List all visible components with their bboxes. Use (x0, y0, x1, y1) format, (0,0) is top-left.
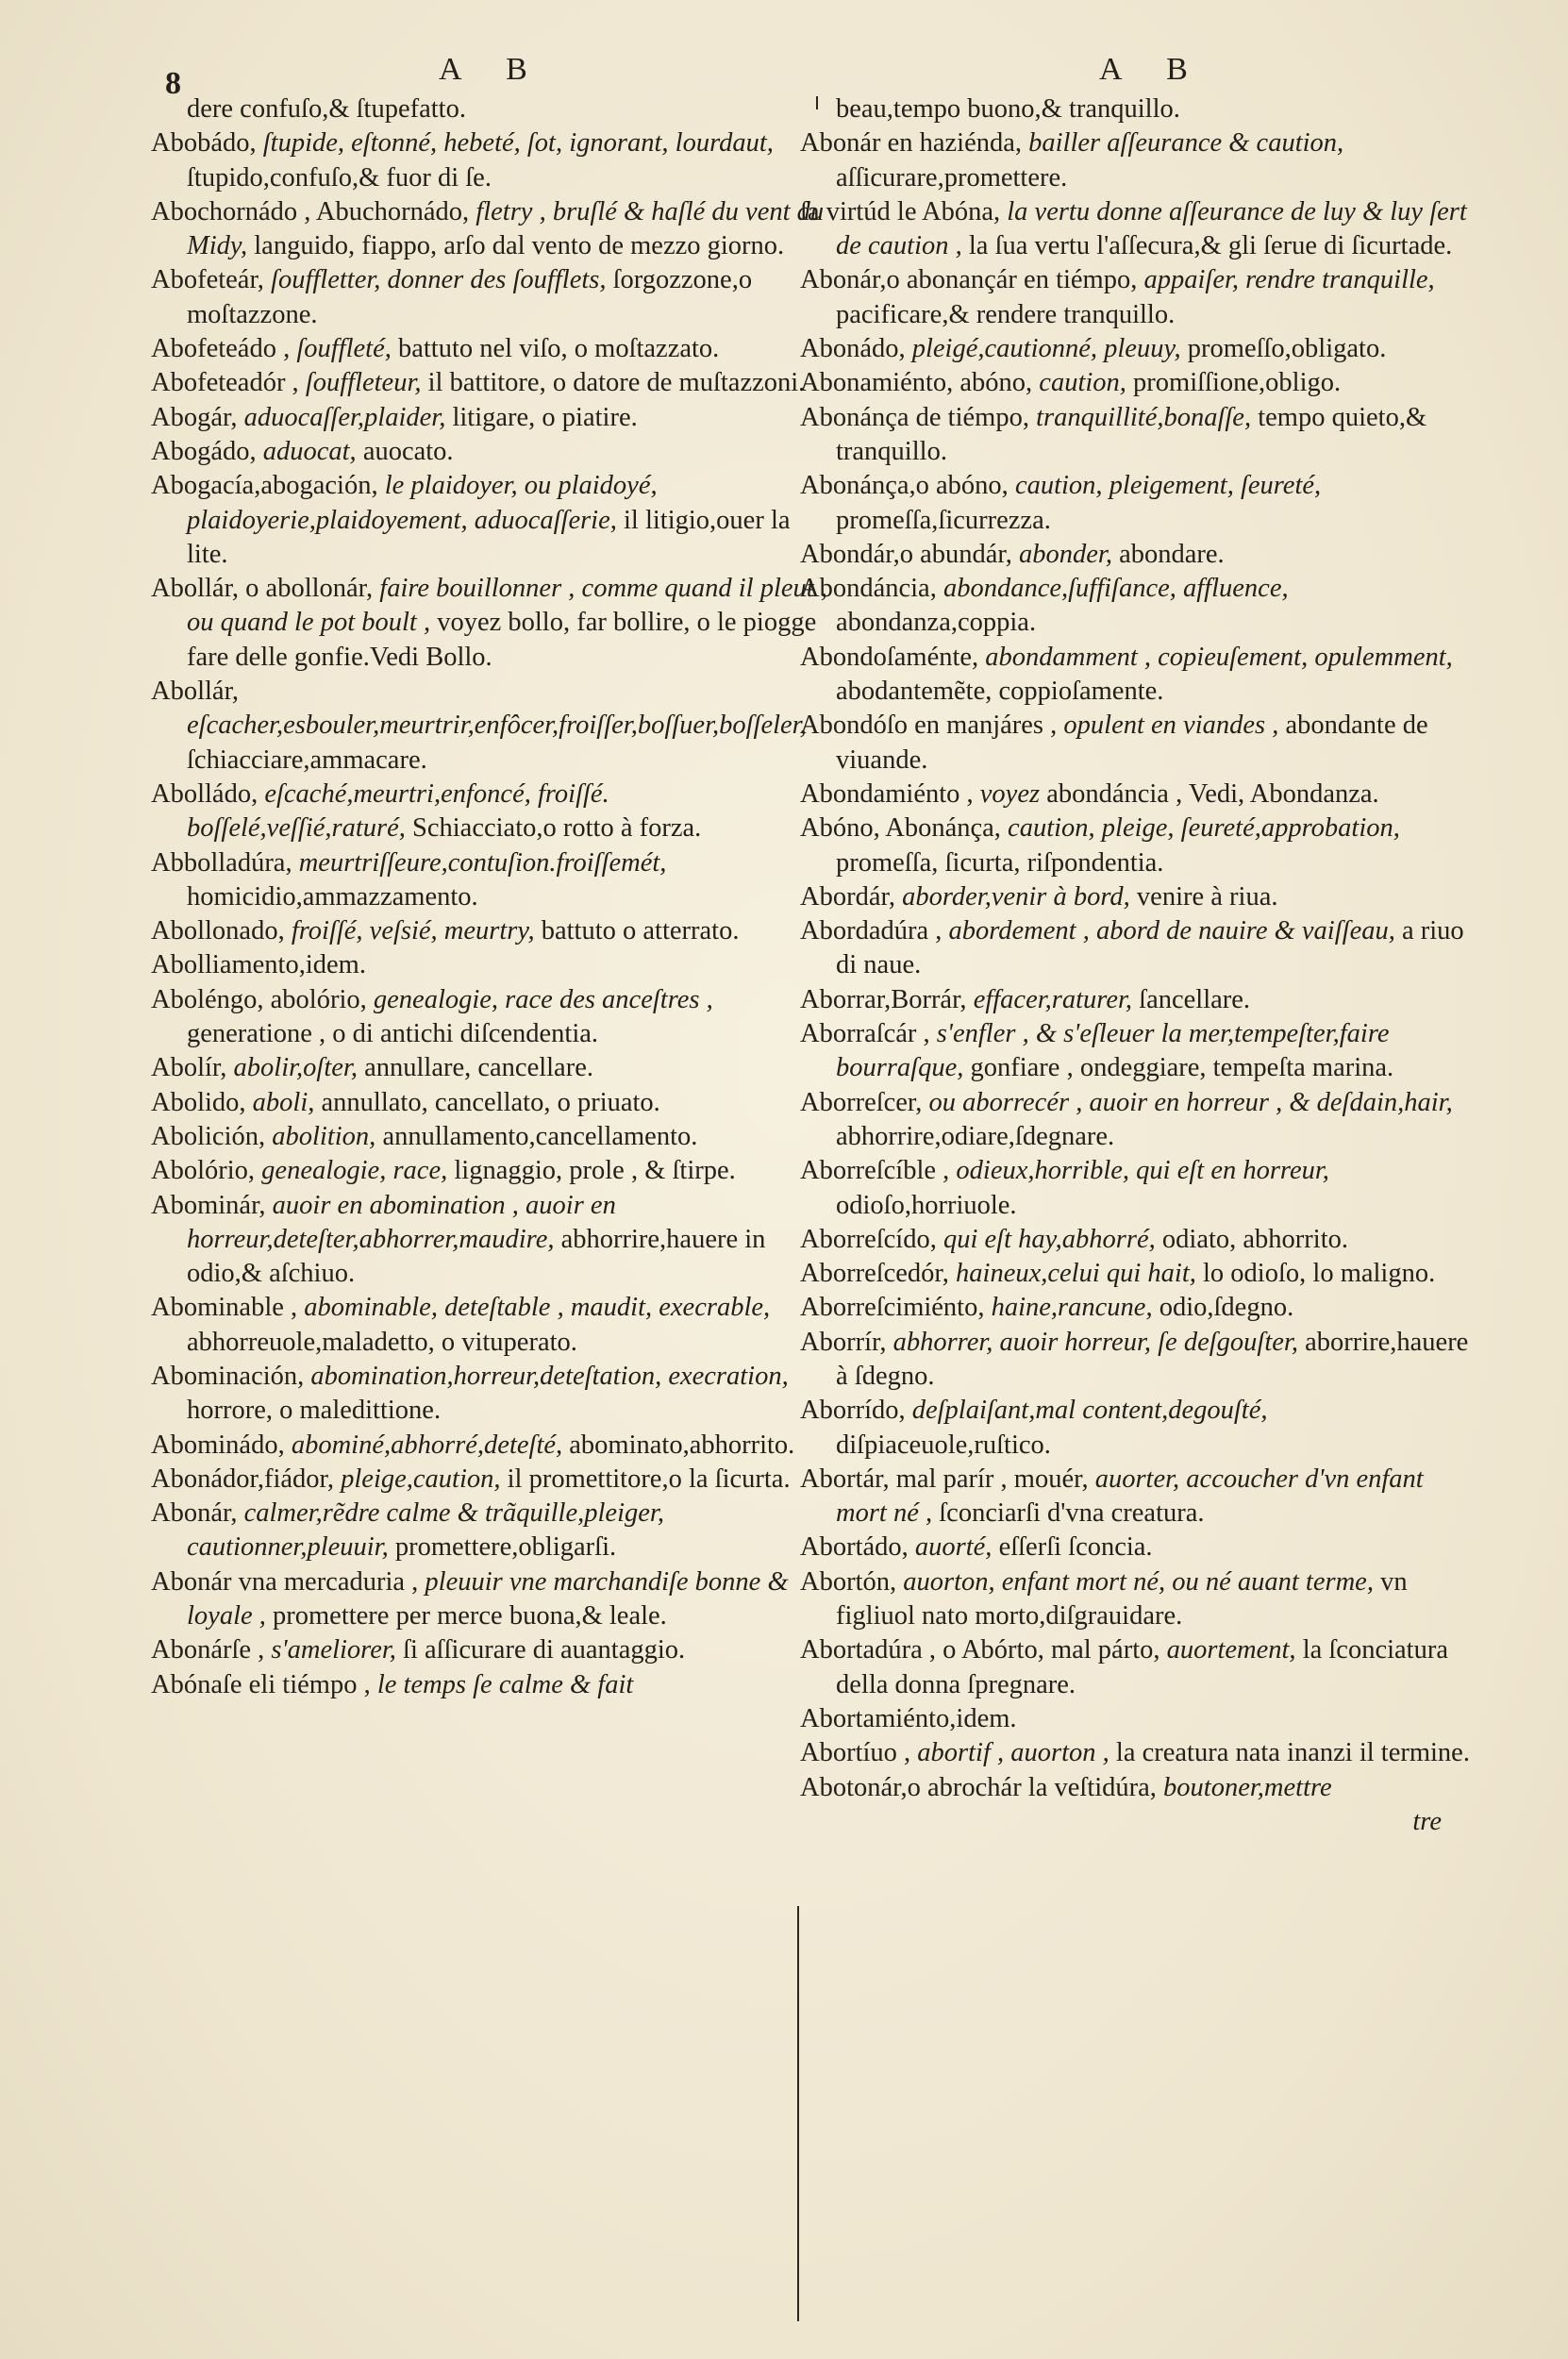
french-gloss: appaiſer, rendre tranquille, (1143, 265, 1435, 295)
dictionary-entry (800, 709, 1479, 778)
dictionary-entry (151, 675, 830, 778)
italian-gloss: il battitore, o datore de muſtazzoni. (427, 368, 806, 398)
french-gloss: aborder,venir à bord, (902, 881, 1130, 912)
italian-gloss: lignaggio, prole , & ſtirpe. (454, 1156, 736, 1186)
dictionary-entry (800, 366, 1479, 400)
french-gloss: pleuuir vne marchandiſe bonne & loyale , (187, 1566, 789, 1631)
french-gloss: caution, (1039, 368, 1126, 398)
headword: Abollár, (151, 677, 240, 707)
headword: Abonár en haziénda, (800, 128, 1023, 159)
french-gloss: s'enfler , & s'eſleuer la mer,tempeſter,faire bourraſque, (836, 1019, 1390, 1083)
italian-gloss: litigare, o piatire. (452, 402, 638, 432)
french-gloss: haine,rancune, (991, 1293, 1153, 1323)
french-gloss: eſcaché,meurtri,enfoncé, froiſſé. boſſelé,veſſié,raturé, (187, 778, 609, 844)
headword: Abonádo, (800, 334, 906, 364)
dictionary-entry (800, 1633, 1479, 1702)
french-gloss: auorter, accoucher d'vn enfant mort né , (836, 1464, 1424, 1529)
french-gloss: abortif , auorton , (917, 1738, 1109, 1768)
headword: Aborreſcíble , (800, 1156, 950, 1186)
french-gloss: fletry , bruſlé & haſlé du vent du Midy, (187, 196, 825, 261)
french-gloss: bailler aſſeurance & caution, (1028, 128, 1344, 159)
headword: Aborrído, (800, 1396, 906, 1426)
folio-number: 8 (165, 66, 181, 101)
headword: Abolición, (151, 1121, 266, 1151)
italian-gloss: pacificare,& rendere tranquillo. (836, 299, 1176, 329)
french-gloss: aduocaſſer,plaider, (243, 402, 446, 432)
dictionary-entry (151, 366, 830, 400)
french-gloss: faire bouillonner , comme quand il pleut , ou quand le pot boult , (187, 574, 827, 638)
headword: Abondóſo en manjáres , (800, 711, 1058, 741)
italian-gloss: tempo quieto,& tranquillo. (836, 402, 1427, 466)
headword: Abondáncia, (800, 574, 937, 604)
dictionary-entry (151, 948, 830, 982)
headword: Abogár, (151, 402, 238, 432)
dictionary-entry (800, 641, 1479, 710)
french-gloss: ſtupide, eſtonné, hebeté, ſot, ignorant, lourdaut, (262, 128, 774, 159)
dictionary-entry (151, 195, 830, 264)
french-gloss: eſcacher,esbouler,meurtrir,enfôcer,froiſſer,boſſuer,boſſeler, (187, 711, 807, 741)
italian-gloss: homicidio,ammazzamento. (187, 881, 478, 912)
french-gloss: pleigé,cautionné, pleuuy, (911, 334, 1181, 364)
headword: Abofeteádo , (151, 334, 291, 364)
headword: Abogádo, (151, 436, 257, 466)
italian-gloss: promeſſa, ſicurta, riſpondentia. (836, 847, 1164, 878)
dictionary-entry (151, 572, 830, 675)
italian-gloss: promettere,obligarſi. (394, 1532, 617, 1563)
entry-continuation: beau,tempo buono,& tranquillo. (836, 94, 1180, 124)
dictionary-entry (151, 778, 830, 846)
dictionary-entry (800, 195, 1479, 264)
french-gloss: aduocat, (262, 436, 357, 466)
headword: Aborreſcedór, (800, 1259, 949, 1289)
italian-gloss: horrore, o maledittione. (187, 1396, 442, 1426)
italian-gloss: gonfiare , ondeggiare, tempeſta marina. (970, 1053, 1394, 1083)
dictionary-entry (151, 332, 830, 366)
headword: Abóno, Abonánça, (800, 813, 1001, 844)
dictionary-entry (151, 1086, 830, 1120)
italian-gloss: annullamento,cancellamento. (382, 1121, 698, 1151)
headword: Abofeteadór , (151, 368, 299, 398)
headword: Abolliamento,idem. (151, 950, 366, 980)
headword: Abonárſe , (151, 1635, 265, 1665)
dictionary-entry (151, 1291, 830, 1360)
italian-gloss: auocato. (362, 436, 454, 466)
italian-gloss: generatione , o di antichi diſcendentia. (187, 1019, 599, 1049)
french-gloss: froiſſé, veſsié, meurtry, (291, 916, 535, 946)
headword: Abonár,o abonançár en tiémpo, (800, 265, 1138, 295)
headword: Abolido, (151, 1087, 246, 1117)
headword: Abortadúra , o Abórto, mal párto, (800, 1635, 1160, 1665)
italian-gloss: abondante de viuande. (836, 711, 1428, 775)
italian-gloss: abondare. (1119, 539, 1225, 569)
dictionary-entry (800, 572, 1479, 641)
dictionary-entry (800, 469, 1479, 538)
italian-gloss: promeſſa,ſicurrezza. (836, 505, 1051, 535)
column-divider (797, 1906, 799, 2321)
headword: Aborrar,Borrár, (800, 984, 967, 1014)
italian-gloss: il promettitore,o la ſicurta. (507, 1464, 791, 1494)
italian-gloss: ſancellare. (1139, 984, 1251, 1014)
dictionary-entry (151, 1463, 830, 1497)
french-gloss: la vertu donne aſſeurance de luy & luy ſert de caution , (836, 196, 1467, 261)
italian-gloss: ſi aſſicurare di auantaggio. (403, 1635, 686, 1665)
headword: Abondoſaménte, (800, 642, 979, 672)
italian-gloss: aſſicurare,promettere. (836, 162, 1068, 192)
italian-gloss: ſtupido,confuſo,& fuor di ſe. (187, 162, 492, 192)
dictionary-entry (800, 263, 1479, 332)
headword: Abonár, (151, 1498, 238, 1529)
french-gloss: caution, pleigement, ſeureté, (1014, 471, 1322, 501)
italian-gloss: promettere per merce buona,& leale. (273, 1601, 667, 1631)
dictionary-entry (800, 1702, 1479, 1736)
headword: Aborreſcído, (800, 1224, 937, 1254)
headword: Abondár,o abundár, (800, 539, 1012, 569)
dictionary-entry (151, 914, 830, 948)
dictionary-entry (151, 1429, 830, 1463)
italian-gloss: ſconciarſi d'vna creatura. (939, 1498, 1205, 1529)
headword: Abogacía,abogación, (151, 471, 378, 501)
headword: Abotonár,o abrochár la veſtidúra, (800, 1772, 1157, 1802)
headword: Abonamiénto, abóno, (800, 368, 1033, 398)
french-gloss: calmer,rẽdre calme & trãquille,pleiger, cautionner,pleuuir, (187, 1498, 664, 1563)
left-column (151, 92, 830, 1702)
french-gloss: auorton, enfant mort né, ou né auant terme, (903, 1566, 1374, 1597)
french-gloss: le temps ſe calme & fait (376, 1669, 634, 1699)
dictionary-entry (151, 1565, 830, 1634)
french-gloss: effacer,raturer, (973, 984, 1133, 1014)
dictionary-entry (151, 126, 830, 195)
italian-gloss: la ſconciatura della donna ſpregnare. (836, 1635, 1448, 1699)
french-gloss: meurtriſſeure,contuſion.froiſſemét, (298, 847, 667, 878)
dictionary-entry (800, 1463, 1479, 1531)
french-gloss: qui eſt hay,abhorré, (942, 1224, 1156, 1254)
dictionary-entry (151, 846, 830, 915)
headword: Abominación, (151, 1361, 305, 1391)
headword: Abolládo, (151, 778, 259, 809)
headword: Abonánça de tiémpo, (800, 402, 1029, 432)
french-gloss: ſouffletter, donner des ſoufflets, (271, 265, 607, 295)
italian-gloss: battuto o atterrato. (541, 916, 740, 946)
headword: Abondamiénto , (800, 778, 974, 809)
headword: Abónaſe eli tiémpo , (151, 1669, 371, 1699)
entry-continuation: dere confuſo,& ſtupefatto. (187, 94, 466, 124)
italian-gloss: ſorgozzone,o moſtazzone. (187, 265, 753, 329)
running-header-right: A B (1099, 52, 1207, 87)
italian-gloss: lo odioſo, lo maligno. (1203, 1259, 1436, 1289)
french-gloss: auoir en abomination , auoir en horreur,deteſter,abhorrer,maudire, (187, 1190, 616, 1254)
headword: Abobádo, (151, 128, 257, 159)
headword: Abonádor,fiádor, (151, 1464, 334, 1494)
dictionary-entry (151, 1668, 830, 1702)
dictionary-entry (800, 811, 1479, 880)
french-gloss: tranquillité,bonaſſe, (1036, 402, 1252, 432)
italian-gloss: languido, fiappo, arſo dal vento de mezzo giorno. (254, 231, 785, 261)
dictionary-entry (800, 1531, 1479, 1564)
dictionary-entry (151, 1360, 830, 1429)
headword: ſa virtúd le Abóna, (800, 196, 1001, 226)
catchword: tre (1412, 1806, 1442, 1836)
headword: Abochornádo , Abuchornádo, (151, 196, 470, 226)
headword: Abolír, (151, 1053, 227, 1083)
italian-gloss: abondanza,coppia. (836, 608, 1037, 638)
headword: Abordár, (800, 881, 895, 912)
dictionary-entry (800, 1326, 1479, 1395)
french-gloss: genealogie, race, (261, 1156, 448, 1186)
headword: Abordadúra , (800, 916, 942, 946)
french-gloss: opulent en viandes , (1063, 711, 1279, 741)
headword: Abonár vna mercaduria , (151, 1566, 419, 1597)
french-gloss: ſouffleté, (296, 334, 392, 364)
french-gloss: genealogie, race des anceſtres , (373, 984, 713, 1014)
dictionary-entry (800, 332, 1479, 366)
italian-gloss: la creatura nata inanzi il termine. (1115, 1738, 1470, 1768)
french-gloss: voyez (979, 778, 1041, 809)
dictionary-entry (151, 401, 830, 435)
italian-gloss: eſſerſi ſconcia. (998, 1532, 1153, 1563)
dictionary-entry (151, 263, 830, 332)
italian-gloss: a riuo di naue. (836, 916, 1464, 980)
italian-gloss: odiato, abhorrito. (1161, 1224, 1348, 1254)
dictionary-entry (800, 1086, 1479, 1155)
french-gloss: abhorrer, auoir horreur, ſe deſgouſter, (892, 1327, 1298, 1357)
french-gloss: aboli, (252, 1087, 315, 1117)
headword: Aborreſcimiénto, (800, 1293, 985, 1323)
dictionary-entry (800, 983, 1479, 1017)
italian-gloss: abominato,abhorrito. (569, 1430, 795, 1460)
headword: Abortár, mal parír , mouér, (800, 1464, 1089, 1494)
french-gloss: auortement, (1166, 1635, 1296, 1665)
headword: Abbolladúra, (151, 847, 292, 878)
italian-gloss: ſchiacciare,ammacare. (187, 745, 427, 775)
dictionary-entry (800, 92, 1479, 126)
dictionary-entry (151, 1154, 830, 1188)
dictionary-entry (800, 1736, 1479, 1770)
french-gloss: ſouffleteur, (305, 368, 422, 398)
italian-gloss: promeſſo,obligato. (1187, 334, 1387, 364)
dictionary-entry (800, 126, 1479, 195)
french-gloss: abominable, deteſtable , maudit, execrable, (304, 1293, 771, 1323)
french-gloss: abondamment , copieuſement, opulemment, (985, 642, 1453, 672)
dictionary-entry (800, 1394, 1479, 1463)
dictionary-entry (151, 1120, 830, 1154)
french-gloss: abordement , abord de nauire & vaiſſeau, (948, 916, 1395, 946)
headword: Abortamiénto,idem. (800, 1703, 1017, 1733)
headword: Abolório, (151, 1156, 256, 1186)
headword: Aborraſcár , (800, 1019, 930, 1049)
french-gloss: pleige,caution, (341, 1464, 501, 1494)
italian-gloss: venire à riua. (1136, 881, 1278, 912)
french-gloss: abolir,oſter, (233, 1053, 358, 1083)
dictionary-entry (800, 401, 1479, 470)
italian-gloss: abhorreuole,maladetto, o vituperato. (187, 1327, 577, 1357)
dictionary-entry (800, 1257, 1479, 1291)
french-gloss: deſplaiſant,mal content,degouſté, (911, 1396, 1268, 1426)
dictionary-entry (151, 469, 830, 572)
french-gloss: abondance,ſuffiſance, affluence, (942, 574, 1289, 604)
dictionary-entry (151, 92, 830, 126)
french-gloss: ou aborrecér , auoir en horreur , & deſdain,hair, (928, 1087, 1453, 1117)
italian-gloss: voyez bollo, far bollire, o le piogge fare delle gonfie.Vedi Bollo. (187, 608, 817, 672)
italian-gloss: abhorrire,hauere in odio,& aſchiuo. (187, 1224, 766, 1289)
running-header-left: A B (439, 52, 546, 87)
headword: Aboléngo, abolório, (151, 984, 367, 1014)
headword: Abollár, o abollonár, (151, 574, 374, 604)
dictionary-entry (151, 1497, 830, 1565)
italian-gloss: aborrire,hauere à ſdegno. (836, 1327, 1469, 1391)
dictionary-entry (800, 1223, 1479, 1257)
headword: Abominable , (151, 1293, 298, 1323)
headword: Abortíuo , (800, 1738, 911, 1768)
italian-gloss: annullato, cancellato, o priuato. (321, 1087, 660, 1117)
dictionary-entry (800, 1565, 1479, 1634)
dictionary-entry (800, 880, 1479, 914)
french-gloss: caution, pleige, ſeureté,approbation, (1008, 813, 1400, 844)
french-gloss: abominé,abhorré,deteſté, (291, 1430, 563, 1460)
italian-gloss: odio,ſdegno. (1159, 1293, 1294, 1323)
french-gloss: abolition, (272, 1121, 376, 1151)
french-gloss: haineux,celui qui hait, (956, 1259, 1196, 1289)
french-gloss: le plaidoyer, ou plaidoyé, plaidoyerie,plaidoyement, aduocaſſerie, (187, 471, 658, 535)
italian-gloss: abondáncia , Vedi, Abondanza. (1046, 778, 1379, 809)
dictionary-entry (151, 1189, 830, 1292)
headword: Abortón, (800, 1566, 897, 1597)
italian-gloss: Schiacciato,o rotto à forza. (412, 813, 702, 844)
italian-gloss: vn figliuol nato morto,diſgrauidare. (836, 1566, 1408, 1631)
italian-gloss: diſpiaceuole,ruſtico. (836, 1430, 1051, 1460)
french-gloss: auorté, (914, 1532, 993, 1563)
dictionary-entry (800, 1017, 1479, 1086)
dictionary-entry (800, 778, 1479, 811)
headword: Abominádo, (151, 1430, 285, 1460)
italian-gloss: odioſo,horriuole. (836, 1190, 1017, 1220)
dictionary-entry (151, 983, 830, 1052)
french-gloss: abonder, (1018, 539, 1112, 569)
headword: Abonánça,o abóno, (800, 471, 1009, 501)
headword: Abollonado, (151, 916, 285, 946)
italian-gloss: la ſua vertu l'aſſecura,& gli ſerue di ſicurtade. (968, 231, 1453, 261)
dictionary-entry (151, 435, 830, 469)
french-gloss: abomination,horreur,deteſtation, execration, (310, 1361, 789, 1391)
french-gloss: odieux,horrible, qui eſt en horreur, (956, 1156, 1329, 1186)
italian-gloss: battuto nel viſo, o moſtazzato. (397, 334, 720, 364)
italian-gloss: promiſſione,obligo. (1133, 368, 1342, 398)
headword: Abominár, (151, 1190, 266, 1220)
headword: Abofeteár, (151, 265, 264, 295)
dictionary-entry (800, 1291, 1479, 1325)
dictionary-entry (800, 1154, 1479, 1223)
headword: Abortádo, (800, 1532, 909, 1563)
dictionary-entry (800, 914, 1479, 983)
italian-gloss: abhorrire,odiare,ſdegnare. (836, 1121, 1115, 1151)
dictionary-entry (800, 1771, 1479, 1805)
italian-gloss: il litigio,ouer la lite. (187, 505, 791, 569)
headword: Aborreſcer, (800, 1087, 923, 1117)
italian-gloss: annullare, cancellare. (364, 1053, 593, 1083)
dictionary-entry (800, 538, 1479, 572)
italian-gloss: abodantemẽte, coppioſamente. (836, 677, 1164, 707)
french-gloss: s'ameliorer, (271, 1635, 396, 1665)
french-gloss: boutoner,mettre (1163, 1772, 1332, 1802)
headword: Aborrír, (800, 1327, 887, 1357)
dictionary-entry (151, 1051, 830, 1085)
dictionary-entry (151, 1633, 830, 1667)
right-column (800, 92, 1479, 1839)
